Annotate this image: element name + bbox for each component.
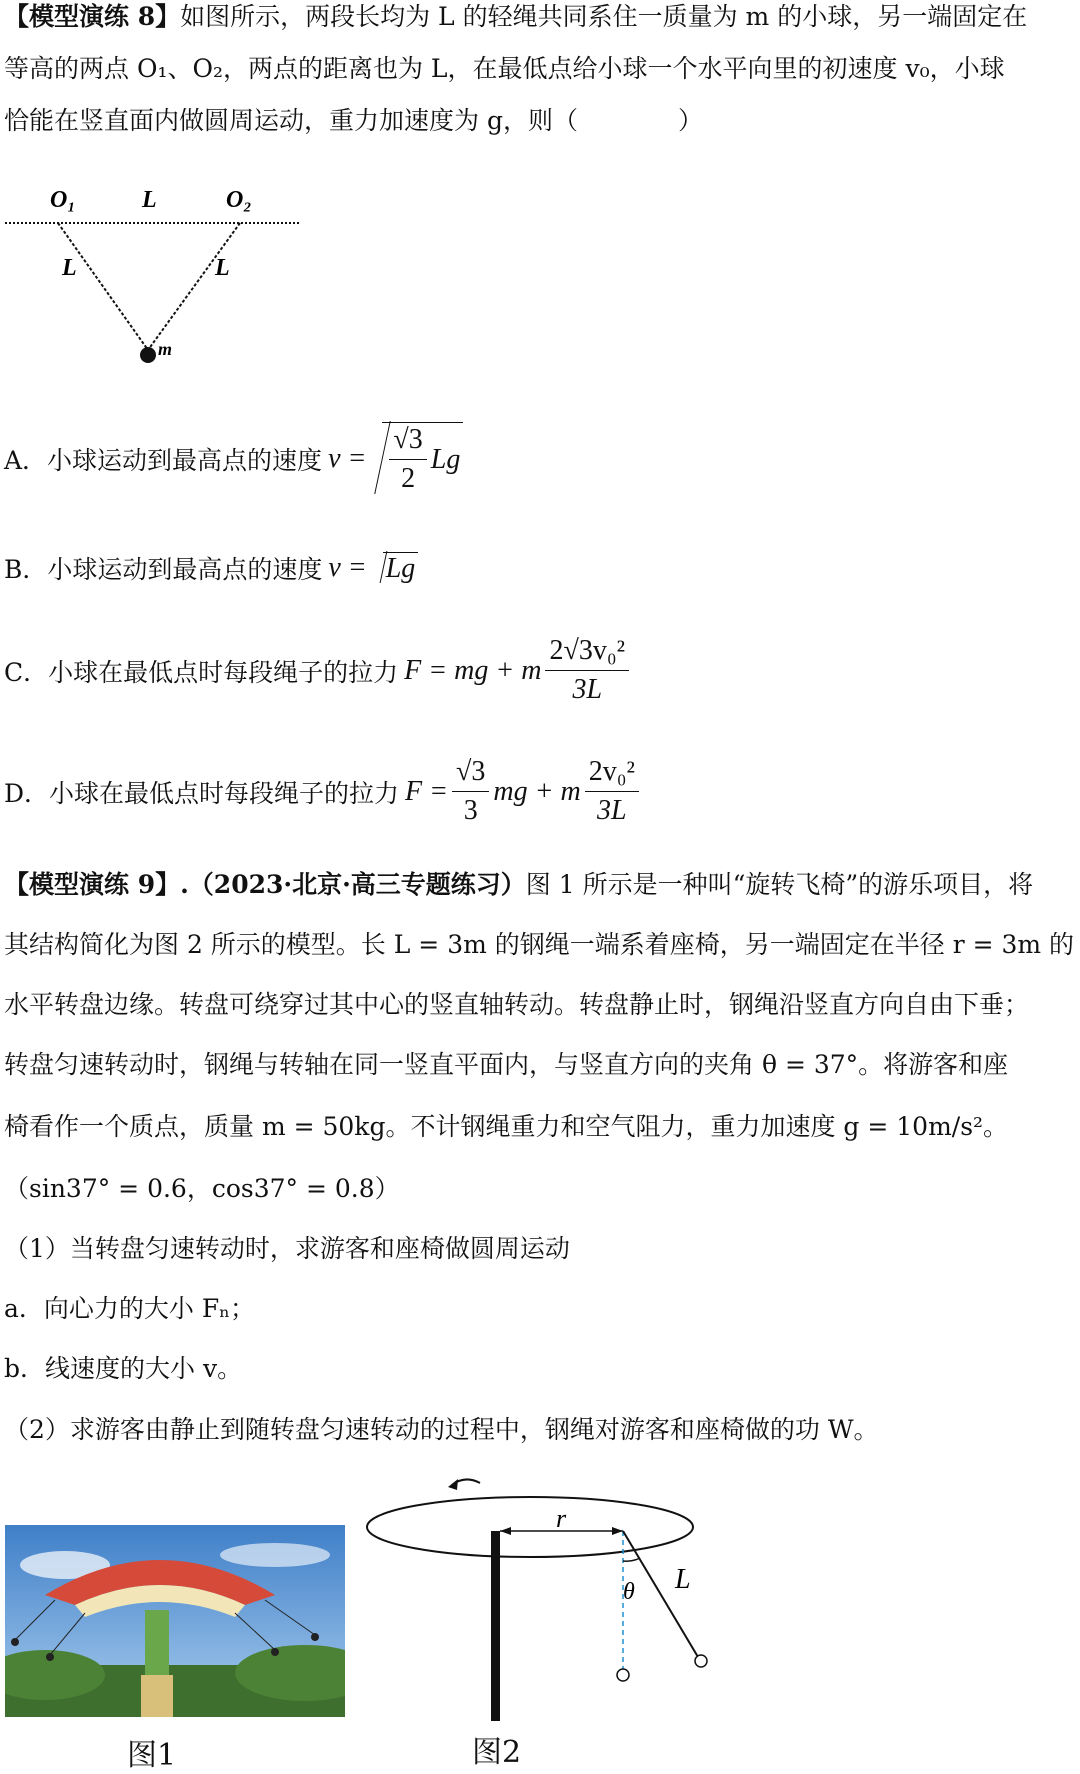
q9-line2: 其结构简化为图 2 所示的模型。长 L = 3m 的钢绳一端系着座椅，另一端固定在半径 r = 3m 的 [4,930,1075,959]
option-b-rad: Lg [383,552,419,585]
radius-arrow-right [612,1527,623,1535]
q8-line1 [4,0,1027,34]
option-d-num1: √3 [452,755,489,792]
option-a-label: A．小球运动到最高点的速度 [4,446,323,475]
angle-arc [623,1558,640,1561]
option-b-label: B．小球运动到最高点的速度 [4,555,323,584]
fig2-diagram [360,1465,720,1725]
option-b [4,550,418,586]
label-m: m [158,339,173,359]
q9-part2: （2）求游客由静止到随转盘匀速转动的过程中，钢绳对游客和座椅做的功 W。 [4,1415,879,1444]
q9-line3: 水平转盘边缘。转盘可绕穿过其中心的竖直轴转动。转盘静止时，钢绳沿竖直方向自由下垂； [4,990,1030,1019]
label-o2: O₂ [226,187,252,213]
option-c-num: 2√3v₀² [545,634,629,671]
option-d-label: D．小球在最低点时每段绳子的拉力 [4,778,400,808]
q8-tag: 【模型演练 8】 [4,2,181,31]
q8-line1-text: 如图所示，两段长均为 L 的轻绳共同系住一质量为 m 的小球，另一端固定在 [180,2,1028,31]
label-o1: O₁ [50,187,76,213]
option-b-v: v = [328,552,367,583]
q9-part-b: b．线速度的大小 v。 [4,1354,243,1383]
q9-part1: （1）当转盘匀速转动时，求游客和座椅做圆周运动 [4,1234,570,1263]
option-a-rest: Lg [430,443,461,475]
rotation-arrowhead [448,1479,458,1490]
fig2-label: 图2 [472,1735,522,1770]
q8-figure [0,185,310,370]
turntable [367,1497,693,1557]
q9-line4: 转盘匀速转动时，钢绳与转轴在同一竖直平面内，与竖直方向的夹角 θ = 37°。将游客和座 [4,1050,1009,1079]
q9-line1-text: 图 1 所示是一种叫“旋转飞椅”的游乐项目，将 [525,870,1034,899]
option-d-den2: 3L [597,795,627,826]
rope-right [148,223,240,350]
hanging-seat-rest [617,1669,629,1681]
option-c-den: 3L [572,674,603,705]
rope-left [58,223,148,350]
label-l-right: L [215,255,230,281]
axis-pole [491,1531,500,1721]
q9-line5: 椅看作一个质点，质量 m = 50kg。不计钢绳重力和空气阻力，重力加速度 g = 10m/s²。 [4,1112,1009,1141]
q8-line3: 恰能在竖直面内做圆周运动，重力加速度为 g，则（ ） [4,106,703,135]
option-d-mid: mg + m [493,775,581,807]
option-a-radical [382,422,463,496]
q9-line6: （sin37° = 0.6，cos37° = 0.8） [4,1174,400,1203]
option-d-den1: 3 [463,795,478,826]
label-L: L [675,1564,691,1595]
option-d [4,755,643,828]
option-c-label: C．小球在最低点时每段绳子的拉力 [4,657,399,687]
option-c [4,634,633,707]
label-l-left: L [62,255,77,281]
option-c-f: F = mg + m [404,654,542,686]
radius-arrow-left [500,1527,511,1535]
option-a [4,422,463,496]
hanging-seat-rotating [695,1655,707,1667]
label-r: r [556,1504,567,1533]
option-d-num2: 2v₀² [585,755,639,792]
label-l-top: L [142,187,157,213]
q9-tag: 【模型演练 9】.（2023·北京·高三专题练习） [4,870,526,899]
q9-line1 [4,868,1033,902]
q9-part-a: a．向心力的大小 Fₙ； [4,1294,256,1323]
option-d-f: F = [405,775,449,807]
fig1-photo [5,1525,345,1717]
option-a-den: 2 [401,463,416,494]
option-a-num: √3 [389,423,426,460]
option-a-v: v = [328,443,367,474]
ball [140,347,156,363]
fig1-label: 图1 [127,1738,177,1773]
label-theta: θ [623,1579,635,1605]
q8-line2: 等高的两点 O₁、O₂，两点的距离也为 L，在最低点给小球一个水平向里的初速度 v₀，小球 [4,54,1005,83]
